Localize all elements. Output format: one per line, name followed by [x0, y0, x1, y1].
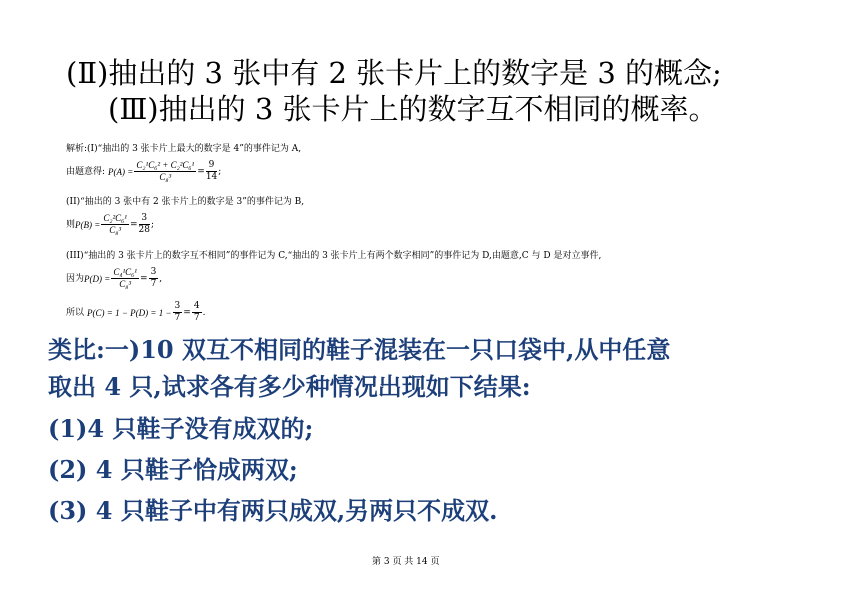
line2-prefix: 由题意得:	[66, 166, 106, 177]
pA-numerator: C₂¹C₆² + C₂²C₆¹	[136, 160, 195, 170]
solution-line-1: 解析:(I)“抽出的 3 张卡片上最大的数字是 4”的事件记为 A,	[66, 144, 302, 154]
pC-end: .	[202, 307, 206, 318]
pB-end: ;	[151, 219, 155, 230]
pA-result-num: 9	[206, 160, 217, 172]
pB-result	[139, 213, 150, 236]
pD-end: ,	[159, 273, 163, 284]
pD-result	[149, 267, 159, 290]
pA-result	[206, 160, 217, 183]
pC-den-1: 7	[174, 313, 181, 323]
pA-fraction	[134, 160, 196, 183]
pA-denominator: C₈³	[159, 172, 172, 182]
pD-result-den: 7	[150, 279, 157, 289]
pD-numerator: C₄¹C₆¹	[113, 267, 138, 277]
pC-fraction-2	[192, 301, 202, 324]
solution-line-3: (II)“抽出的 3 张中有 2 张卡片上的数字是 3”的事件记为 B,	[66, 197, 305, 207]
solution-line-2	[66, 160, 221, 183]
analogy-item-2: (2) 4 只鞋子恰成两双;	[48, 455, 298, 484]
question-3: (Ⅲ)抽出的 3 张卡片上的数字互不相同的概率。	[108, 92, 718, 126]
analogy-line-2: 取出 4 只,试求各有多少种情况出现如下结果:	[48, 372, 531, 401]
pA-lhs: P(A) =	[108, 166, 134, 177]
pD-lhs: P(D) =	[84, 273, 111, 284]
pB-lhs: P(B) =	[75, 219, 101, 230]
analogy-item-3: (3) 4 只鞋子中有两只成双,另两只不成双.	[48, 496, 498, 525]
pC-num-1: 3	[174, 301, 181, 311]
solution-line-5: (III)“抽出的 3 张卡片上的数字互不相同”的事件记为 C,“抽出的 3 张卡片上有两个数字相同”的事件记为 D,由题意,C 与 D 是对立事件,	[66, 251, 602, 261]
solution-line-4	[66, 213, 154, 236]
line6-prefix: 因为	[66, 273, 85, 284]
pA-end: ;	[218, 166, 222, 177]
pB-numerator: C₂²C₆¹	[103, 213, 127, 223]
pB-result-num: 3	[139, 213, 150, 225]
pB-result-den: 28	[138, 225, 150, 235]
pA-result-den: 14	[205, 172, 218, 182]
pC-eq: =	[183, 307, 191, 318]
page-footer: 第 3 页 共 14 页	[372, 557, 440, 567]
pA-eq: =	[197, 166, 205, 177]
line4-prefix: 则	[66, 219, 76, 230]
pC-den-2: 7	[193, 313, 200, 323]
question-2: (Ⅱ)抽出的 3 张中有 2 张卡片上的数字是 3 的概念;	[66, 56, 722, 90]
pC-num-2: 4	[193, 301, 200, 311]
pB-denominator: C₈³	[109, 225, 122, 235]
analogy-item-1: (1)4 只鞋子没有成双的;	[48, 414, 314, 443]
solution-line-6	[66, 267, 162, 290]
analogy-line-1: 类比:一)10 双互不相同的鞋子混装在一只口袋中,从中任意	[48, 335, 671, 364]
pD-eq: =	[140, 273, 148, 284]
pC-lhs: P(C) = 1 − P(D) = 1 −	[87, 307, 172, 318]
line7-prefix: 所以	[66, 307, 85, 318]
solution-line-7	[66, 301, 205, 324]
pD-denominator: C₈³	[119, 279, 132, 289]
pB-eq: =	[130, 219, 138, 230]
pD-result-num: 3	[150, 267, 157, 277]
pC-fraction-1	[173, 301, 183, 324]
pB-fraction	[101, 213, 129, 236]
pD-fraction	[111, 267, 139, 290]
